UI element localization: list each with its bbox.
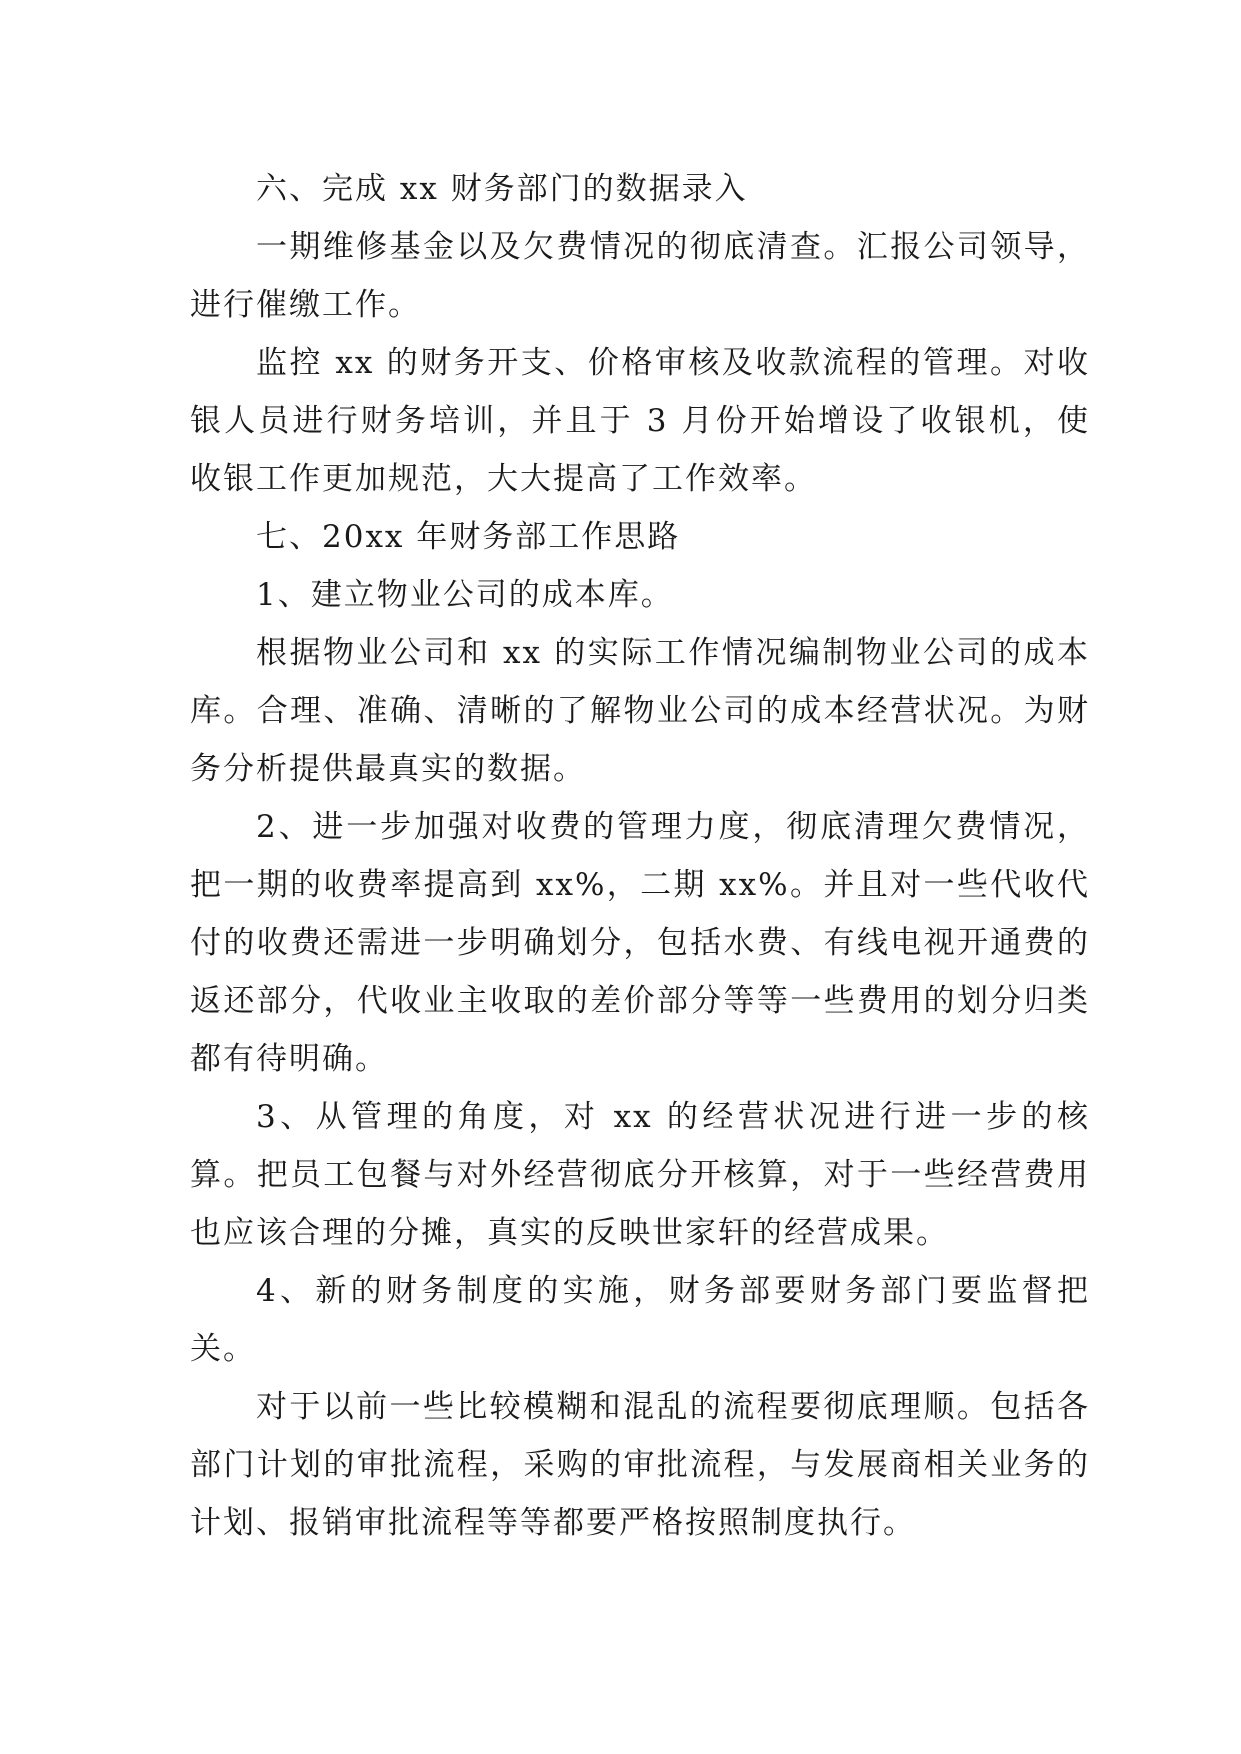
paragraph-process-review: 对于以前一些比较模糊和混乱的流程要彻底理顺。包括各部门计划的审批流程，采购的审批流程，与发展商相关业务的计划、报销审批流程等等都要严格按照制度执行。 (190, 1389, 1090, 1541)
paragraph-maintenance-fund: 一期维修基金以及欠费情况的彻底清查。汇报公司领导，进行催缴工作。 (190, 229, 1090, 323)
paragraph-expense-monitoring: 监控 xx 的财务开支、价格审核及收款流程的管理。对收银人员进行财务培训，并且于 3 月份开始增设了收银机，使收银工作更加规范，大大提高了工作效率。 (190, 345, 1090, 497)
item-2-fee-management: 2、进一步加强对收费的管理力度，彻底清理欠费情况，把一期的收费率提高到 xx%，二期 xx%。并且对一些代收代付的收费还需进一步明确划分，包括水费、有线电视开通费的返还部分，代收业主收取的差价部分等等一些费用的划分归类都有待明确。 (190, 809, 1090, 1077)
document-body (190, 160, 1090, 1552)
paragraph-cost-library: 根据物业公司和 xx 的实际工作情况编制物业公司的成本库。合理、准确、清晰的了解物业公司的成本经营状况。为财务分析提供最真实的数据。 (190, 635, 1090, 787)
item-4-financial-system: 4、新的财务制度的实施，财务部要财务部门要监督把关。 (190, 1273, 1090, 1367)
section-heading-7: 七、20xx 年财务部工作思路 (256, 519, 681, 555)
item-heading-1: 1、建立物业公司的成本库。 (256, 577, 674, 613)
item-3-accounting: 3、从管理的角度，对 xx 的经营状况进行进一步的核算。把员工包餐与对外经营彻底分开核算，对于一些经营费用也应该合理的分摊，真实的反映世家轩的经营成果。 (190, 1099, 1090, 1251)
section-heading-6: 六、完成 xx 财务部门的数据录入 (256, 171, 748, 207)
